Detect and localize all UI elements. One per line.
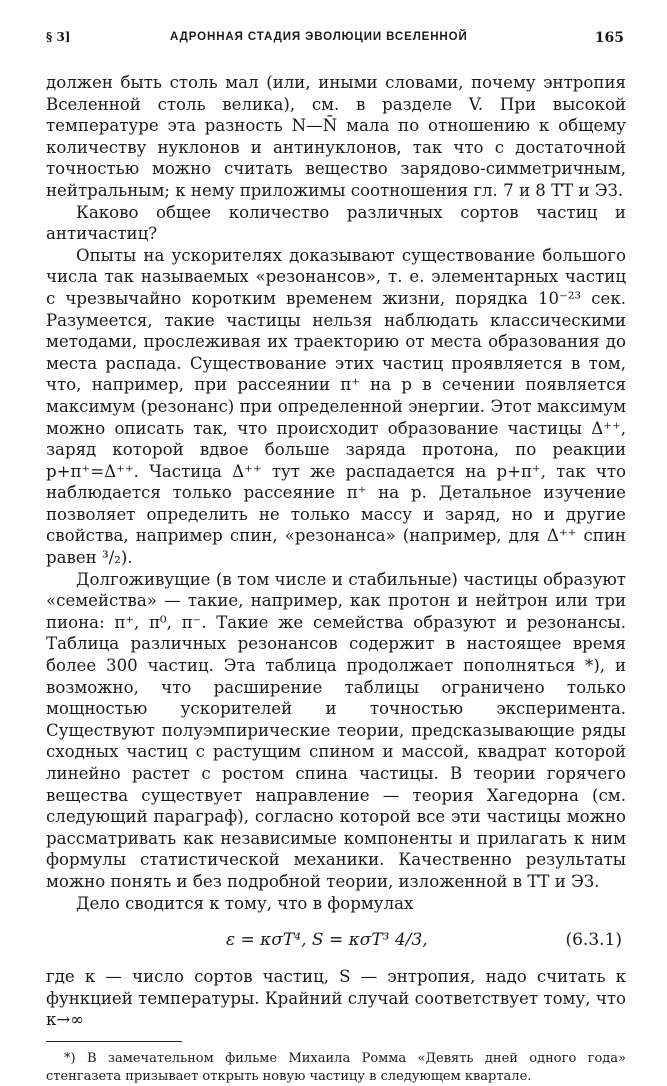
formula-expression: ε = κσT⁴, S = κσT³ 4/3, [226,930,428,951]
book-page [46,28,626,1086]
paragraph-question: Каково общее количество различных сортов частиц и античастиц? [46,202,626,244]
paragraph-resonances: Опыты на ускорителях доказывают существование большого числа так называемых «резонансов», т. е. элементарных частиц с чрезвычайно коротким временем жизни, порядка 10⁻²³ сек. Разумеется, такие частицы нельзя наблюдать классическими методами, прослеживая их траекторию от места образования до места распада. Существование этих частиц проявляется в том, что, например, при рассеянии π⁺ на p в сечении появляется максимум (резонанс) при определенной энергии. Этот максимум можно описать так, что происходит образование частицы Δ⁺⁺, заряд которой вдвое больше заряда протона, по реакции p+π⁺=Δ⁺⁺. Частица Δ⁺⁺ тут же распадается на p+π⁺, так что наблюдается только рассеяние π⁺ на p. Детальное изучение позволяет определить не только массу и заряд, но и другие свойства, например спин, «резонанса» (например, для Δ⁺⁺ спин равен ³/₂). [46,245,626,568]
formula-block [46,920,626,962]
paragraph-formula-intro: Дело сводится к тому, что в формулах [76,893,414,913]
main-text [46,72,626,1031]
running-header [46,28,626,54]
footnote-divider [46,1041,182,1042]
paragraph-after-formula: где κ — число сортов частиц, S — энтропия, надо считать κ функцией температуры. Крайний случай соответствует тому, что κ→∞ [46,967,626,1030]
paragraph-families: Долгоживущие (в том числе и стабильные) частицы образуют «семейства» — такие, например, как протон и нейтрон или три пиона: π⁺, π⁰, π⁻. Такие же семейства образуют и резонансы. Таблица различных резонансов содержит в настоящее время более 300 частиц. Эта таблица продолжает пополняться *), и возможно, что расширение таблицы ограничено только мощностью ускорителей и точностью эксперимента. Существуют полуэмпирические теории, предсказывающие ряды сходных частиц с растущим спином и массой, квадрат которой линейно растет с ростом спина частицы. В теории горячего вещества существует направление — теория Хагедорна (см. следующий параграф), согласно которой все эти частицы можно рассматривать как независимые компоненты и прилагать к ним формулы статистической механики. Качественно результаты можно понять и без подробной теории, изложенной в ТТ и ЭЗ. [46,569,626,891]
section-marker: § 3] [46,30,71,44]
page-number: 165 [594,30,624,46]
paragraph-continuation: должен быть столь мал (или, иными словами, почему энтропия Вселенной столь велика), см. в разделе V. При высокой температуре эта разность N—N̄ мала по отношению к общему количеству нуклонов и антинуклонов, так что с достаточной точностью можно считать вещество зарядово-симметричным, нейтральным; к нему приложимы соотношения гл. 7 и 8 ТТ и ЭЗ. [46,73,626,200]
footnote: *) В замечательном фильме Михаила Ромма «Девять дней одного года» стенгазета призывает открыть новую частицу в следующем квартале. [46,1050,626,1084]
equation-number: (6.3.1) [565,930,622,951]
running-title: АДРОННАЯ СТАДИЯ ЭВОЛЮЦИИ ВСЕЛЕННОЙ [170,31,468,43]
